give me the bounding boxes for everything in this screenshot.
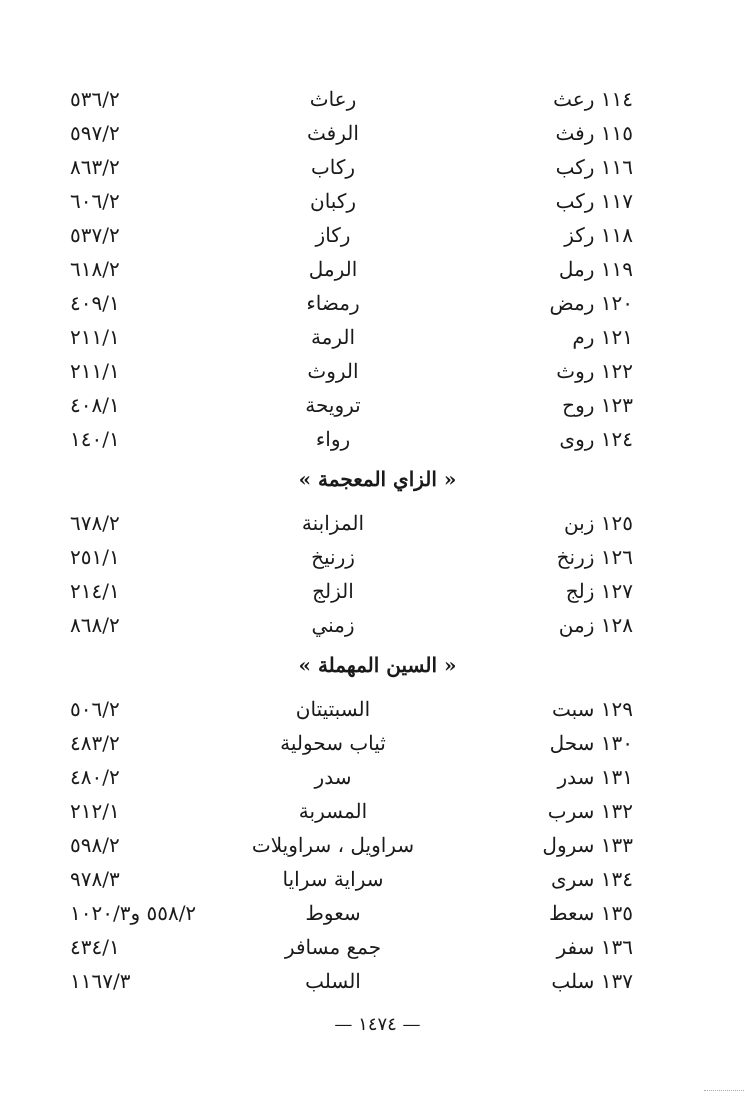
entry-root: روى — [559, 427, 595, 451]
scan-specks — [704, 1090, 744, 1095]
index-entry — [0, 794, 755, 828]
entry-number-root — [483, 828, 633, 862]
entry-root: رفث — [555, 121, 595, 145]
index-entry — [0, 506, 755, 540]
entry-number: ١٣١ — [600, 765, 633, 789]
entry-root: سرب — [547, 799, 595, 823]
entry-reference: ٤٨٣/٢ — [70, 731, 120, 755]
entry-number-root — [483, 286, 633, 320]
entry-word: رمضاء — [306, 291, 360, 315]
index-entry — [0, 286, 755, 320]
entry-word: ثياب سحولية — [280, 731, 386, 755]
index-entry — [0, 252, 755, 286]
entry-number: ١٢٥ — [600, 511, 633, 535]
entry-root: رعث — [553, 87, 595, 111]
entry-number: ١٢٧ — [600, 579, 633, 603]
entry-number: ١١٥ — [600, 121, 633, 145]
entry-reference: ٤٠٩/١ — [70, 291, 120, 315]
entry-root: زمن — [558, 613, 595, 637]
entry-number-root — [483, 794, 633, 828]
section-heading: « السين المهملة » — [298, 653, 457, 677]
entry-reference: ٢٥١/١ — [70, 545, 120, 569]
entry-word: سراية سرايا — [282, 867, 384, 891]
entry-number-root — [483, 320, 633, 354]
index-entry — [0, 82, 755, 116]
entry-number-root — [483, 896, 633, 930]
entry-reference: ٩٧٨/٣ — [70, 867, 120, 891]
entry-number-root — [483, 354, 633, 388]
entry-reference: ٥٠٦/٢ — [70, 697, 120, 721]
entry-root: روح — [562, 393, 595, 417]
entry-word: الرمل — [308, 257, 358, 281]
entry-number: ١٣٤ — [600, 867, 633, 891]
entry-reference: ٨٦٨/٢ — [70, 613, 120, 637]
page-number: — ١٤٧٤ — — [334, 1014, 421, 1035]
entry-number-root — [483, 930, 633, 964]
entry-number: ١٢٩ — [600, 697, 633, 721]
entry-number-root — [483, 608, 633, 642]
entry-root: سفر — [556, 935, 595, 959]
entry-root: سرى — [550, 867, 595, 891]
index-entry — [0, 574, 755, 608]
entry-number-root — [483, 726, 633, 760]
entry-reference: ٦٠٦/٢ — [70, 189, 120, 213]
entry-reference: ٢١٤/١ — [70, 579, 120, 603]
index-entry — [0, 726, 755, 760]
entry-root: ركب — [555, 155, 595, 179]
entry-reference: ٥٣٧/٢ — [70, 223, 120, 247]
index-entry — [0, 150, 755, 184]
entry-root: سرول — [542, 833, 595, 857]
entry-root: رمض — [549, 291, 595, 315]
entry-number: ١١٤ — [600, 87, 633, 111]
entry-word: المسربة — [298, 799, 368, 823]
entry-reference: ٢١٢/١ — [70, 799, 120, 823]
entry-number: ١٣٧ — [600, 969, 633, 993]
entry-root: سعط — [549, 901, 595, 925]
section-heading: « الزاي المعجمة » — [298, 467, 457, 491]
entry-number-root — [483, 692, 633, 726]
entry-reference: ٥٣٦/٢ — [70, 87, 120, 111]
entry-reference: ٢١١/١ — [70, 359, 120, 383]
index-entry — [0, 422, 755, 456]
entry-root: رمل — [558, 257, 595, 281]
entry-root: زلج — [565, 579, 595, 603]
entry-root: سدر — [557, 765, 595, 789]
index-entry — [0, 388, 755, 422]
entry-word: السلب — [305, 969, 361, 993]
entry-word: الرفث — [307, 121, 359, 145]
entry-number-root — [483, 388, 633, 422]
entry-number-root — [483, 82, 633, 116]
entry-number: ١٣٢ — [600, 799, 633, 823]
entry-root: سلب — [551, 969, 595, 993]
entry-root: سبت — [551, 697, 595, 721]
index-entry — [0, 608, 755, 642]
entry-word: رواء — [315, 427, 351, 451]
index-entry — [0, 320, 755, 354]
entry-number-root — [483, 184, 633, 218]
entry-reference: ١٤٠/١ — [70, 427, 120, 451]
entry-number: ١٢١ — [600, 325, 633, 349]
entry-reference: ٦١٨/٢ — [70, 257, 120, 281]
entry-word: جمع مسافر — [284, 935, 382, 959]
entry-number-root — [483, 540, 633, 574]
entry-number: ١١٩ — [600, 257, 633, 281]
entry-number-root — [483, 506, 633, 540]
entry-word: زرنيخ — [311, 545, 355, 569]
entry-reference: ٨٦٣/٢ — [70, 155, 120, 179]
entry-number-root — [483, 422, 633, 456]
entry-root: ركب — [555, 189, 595, 213]
entry-number: ١٣٠ — [600, 731, 633, 755]
index-entry — [0, 354, 755, 388]
entry-root: روث — [556, 359, 595, 383]
entry-number-root — [483, 574, 633, 608]
entry-word: ركاب — [310, 155, 356, 179]
index-entry — [0, 896, 755, 930]
index-entry — [0, 184, 755, 218]
entry-number: ١٣٥ — [600, 901, 633, 925]
entry-reference: ٥٥٨/٢ و١٠٢٠/٣ — [70, 901, 197, 925]
entry-number: ١١٨ — [600, 223, 633, 247]
entry-reference: ٤٣٤/١ — [70, 935, 120, 959]
entry-number: ١٢٦ — [600, 545, 633, 569]
entry-word: سراويل ، سراويلات — [251, 833, 415, 857]
entry-number: ١٢٤ — [600, 427, 633, 451]
entry-word: ركاز — [315, 223, 351, 247]
entry-number-root — [483, 116, 633, 150]
entry-number: ١٢٢ — [600, 359, 633, 383]
entry-word: المزابنة — [301, 511, 365, 535]
entry-number: ١١٧ — [600, 189, 633, 213]
entry-number: ١٣٣ — [600, 833, 633, 857]
index-entry — [0, 930, 755, 964]
entry-reference: ٦٧٨/٢ — [70, 511, 120, 535]
entry-number: ١٢٠ — [600, 291, 633, 315]
entry-word: الزلج — [312, 579, 354, 603]
index-entry — [0, 964, 755, 998]
entry-root: سحل — [549, 731, 595, 755]
entry-number-root — [483, 760, 633, 794]
entry-reference: ٥٩٧/٢ — [70, 121, 120, 145]
entry-number: ١١٦ — [600, 155, 633, 179]
index-entry — [0, 760, 755, 794]
index-entry — [0, 828, 755, 862]
entry-root: رم — [572, 325, 595, 349]
index-entry — [0, 218, 755, 252]
entry-word: الرمة — [310, 325, 356, 349]
entry-word: ترويحة — [305, 393, 361, 417]
entry-number: ١٣٦ — [600, 935, 633, 959]
entry-word: سعوط — [305, 901, 361, 925]
entry-reference: ٤٨٠/٢ — [70, 765, 120, 789]
index-entry — [0, 540, 755, 574]
index-entry — [0, 692, 755, 726]
entry-word: الروث — [307, 359, 359, 383]
entry-reference: ١١٦٧/٣ — [70, 969, 131, 993]
entry-root: زرنخ — [556, 545, 595, 569]
entry-number-root — [483, 862, 633, 896]
index-entry — [0, 862, 755, 896]
entry-number-root — [483, 218, 633, 252]
entry-root: زبن — [563, 511, 595, 535]
index-entry — [0, 116, 755, 150]
entry-reference: ٢١١/١ — [70, 325, 120, 349]
entry-word: رعاث — [309, 87, 357, 111]
entry-number-root — [483, 150, 633, 184]
entry-word: ركبان — [310, 189, 356, 213]
entry-word: سدر — [314, 765, 352, 789]
entry-word: زمني — [311, 613, 355, 637]
entry-number: ١٢٨ — [600, 613, 633, 637]
entry-reference: ٥٩٨/٢ — [70, 833, 120, 857]
entry-number-root — [483, 252, 633, 286]
entry-word: السبتيتان — [295, 697, 371, 721]
entry-number: ١٢٣ — [600, 393, 633, 417]
entry-root: ركز — [564, 223, 595, 247]
entry-number-root — [483, 964, 633, 998]
entry-reference: ٤٠٨/١ — [70, 393, 120, 417]
